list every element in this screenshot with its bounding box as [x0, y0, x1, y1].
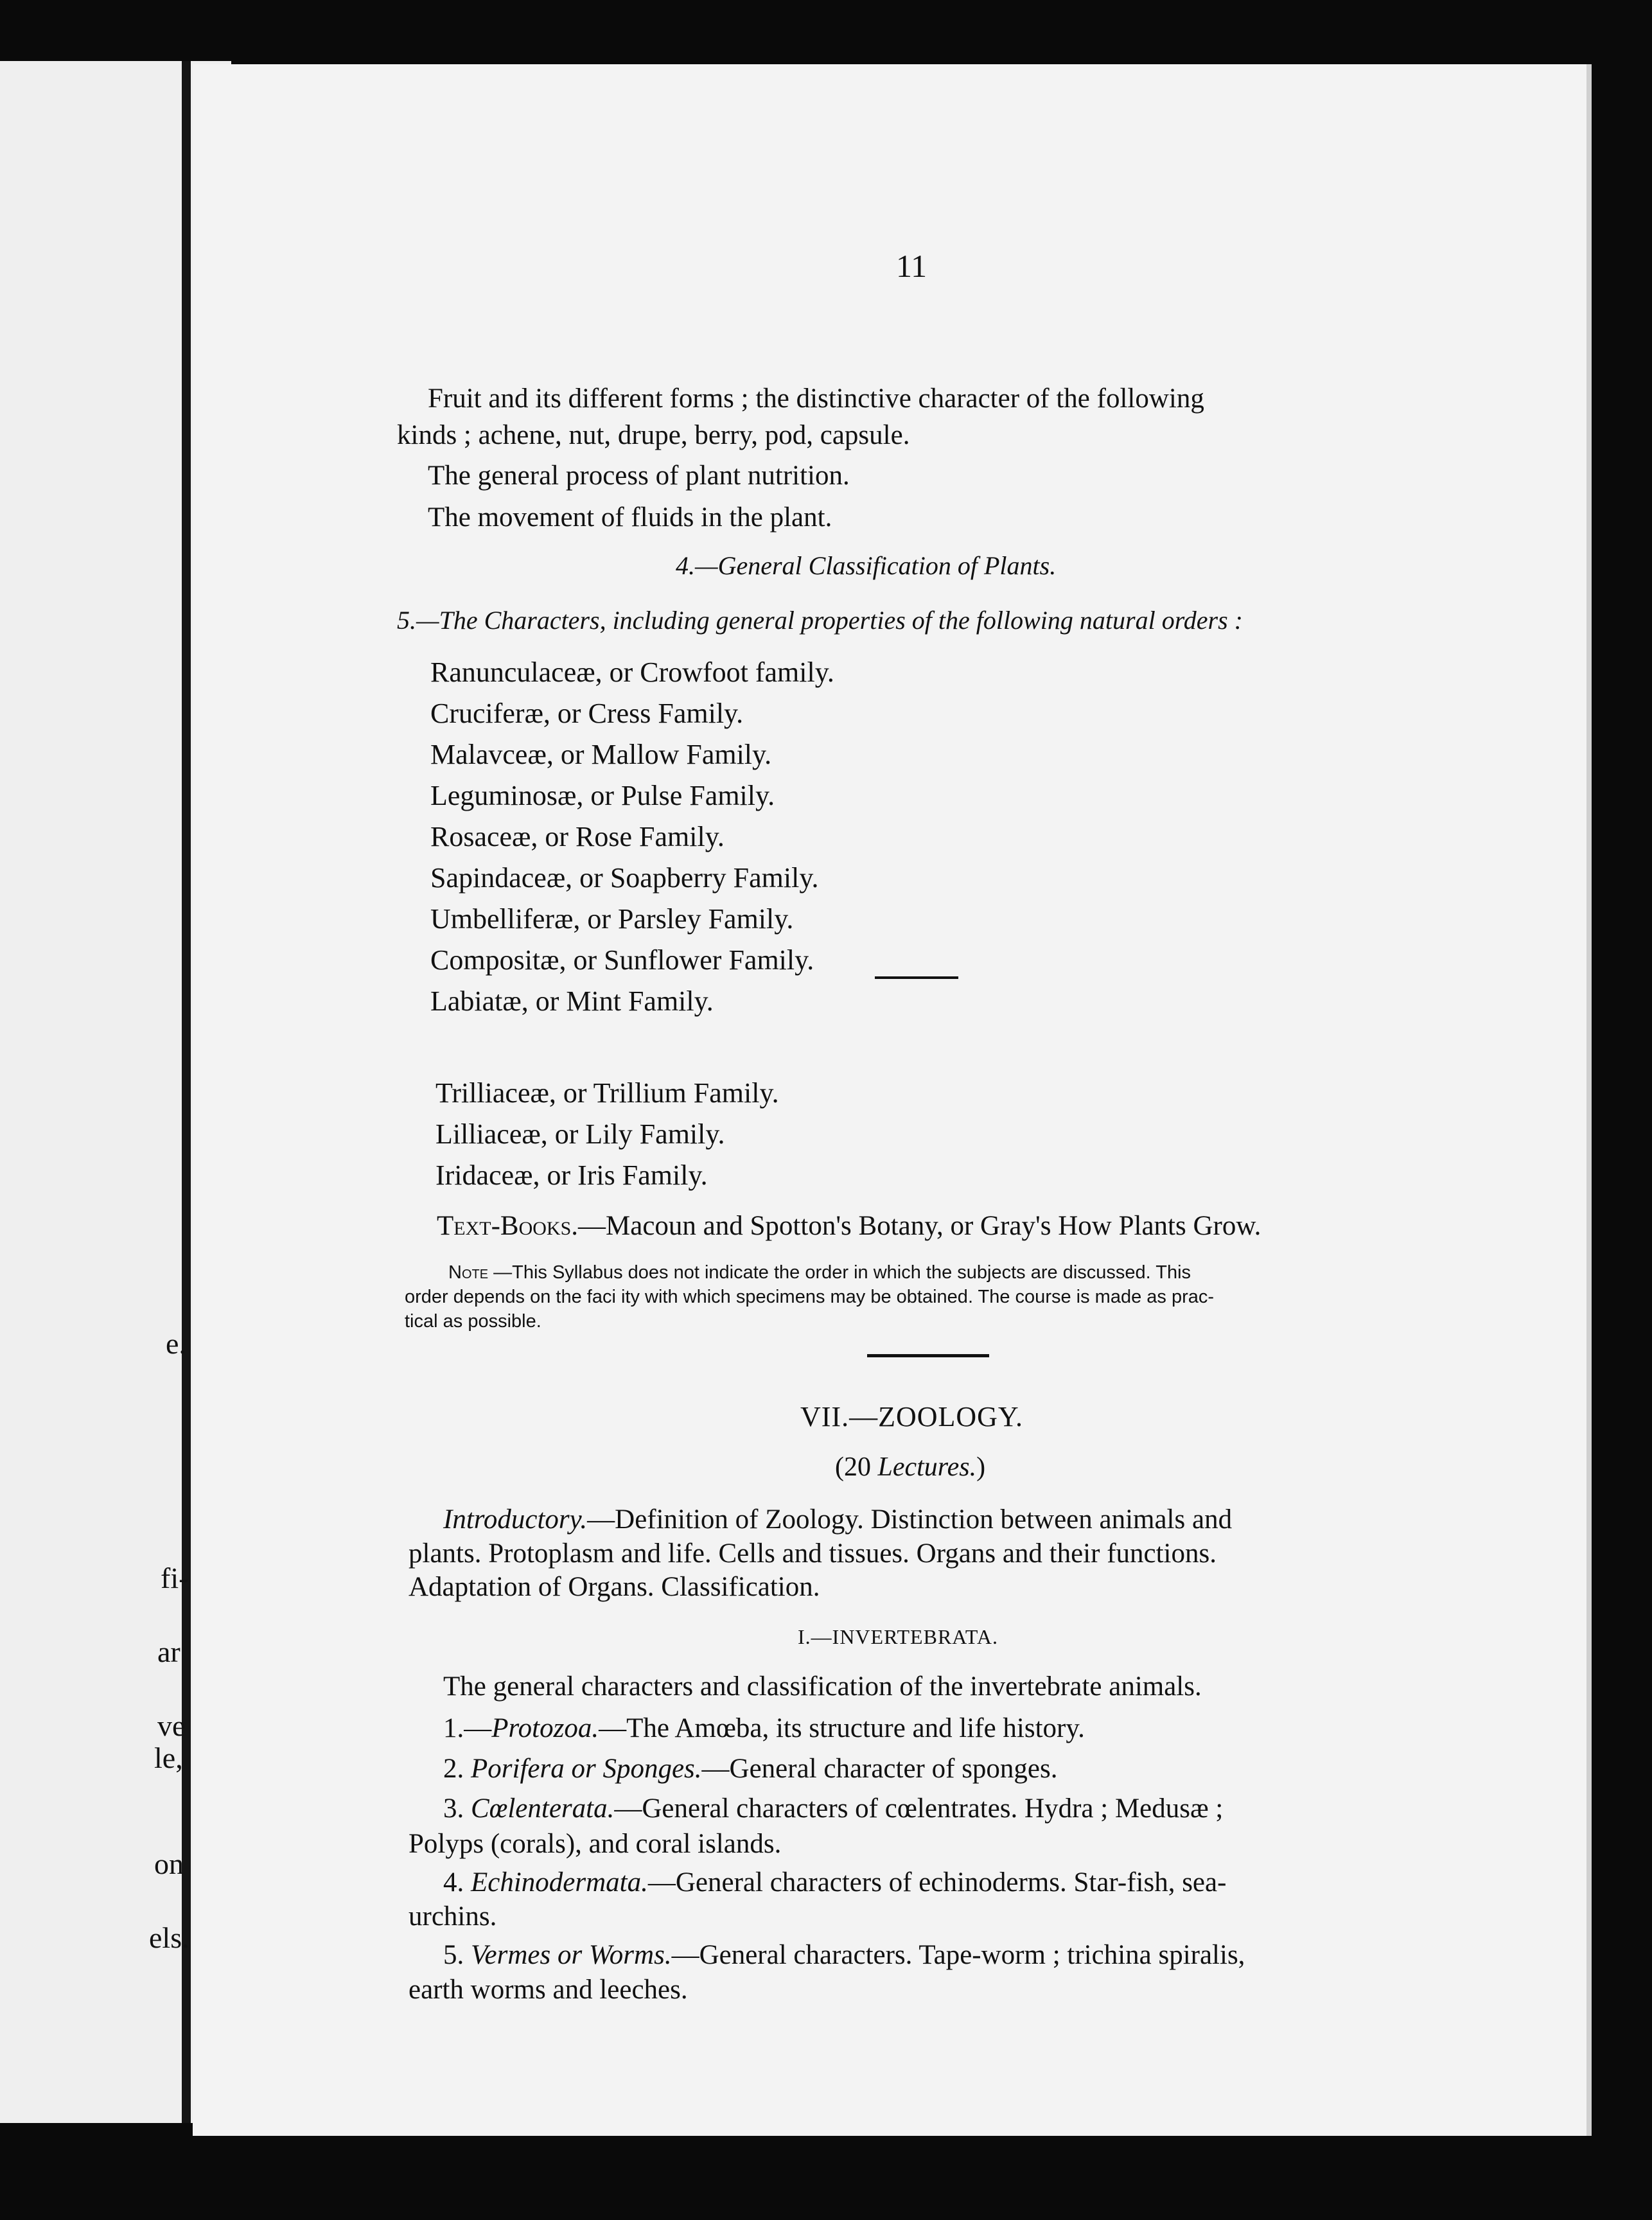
zoology-item-1 — [443, 1712, 1085, 1745]
page-number: 11 — [896, 248, 927, 284]
left-fragment: le, — [154, 1741, 183, 1774]
textbooks-line — [437, 1210, 1261, 1243]
list-item: Sapindaceæ, or Soapberry Family. — [430, 862, 819, 894]
book-spine — [182, 61, 191, 2123]
invertebrata-general: The general characters and classification of the invertebrate animals. — [443, 1671, 1202, 1702]
zoology-heading: VII.—ZOOLOGY. — [800, 1401, 1024, 1432]
document-page — [193, 64, 1592, 2136]
lectures-close: ) — [976, 1452, 986, 1482]
list-item: Leguminosæ, or Pulse Family. — [430, 780, 775, 811]
note-label: Note — [448, 1262, 489, 1283]
section-4-heading: 4.—General Classification of Plants. — [676, 551, 1057, 580]
invertebrata-heading: I.—INVERTEBRATA. — [798, 1625, 998, 1648]
item-label: Porifera or Sponges. — [471, 1754, 702, 1784]
section-divider — [867, 1354, 989, 1357]
zoology-item-4 — [443, 1866, 1226, 1899]
section-5-heading: 5.—The Characters, including general properties of the following natural orders : — [397, 606, 1243, 635]
item-number: 3. — [443, 1793, 471, 1824]
list-item: Trilliaceæ, or Trillium Family. — [435, 1077, 779, 1109]
short-divider — [875, 976, 958, 979]
left-fragment: e. — [166, 1327, 186, 1360]
list-item: Compositæ, or Sunflower Family. — [430, 944, 814, 976]
list-item: Iridaceæ, or Iris Family. — [435, 1159, 708, 1191]
list-item: Rosaceæ, or Rose Family. — [430, 821, 725, 852]
item-number: 1.— — [443, 1713, 492, 1743]
fruit-line-2: kinds ; achene, nut, drupe, berry, pod, capsule. — [397, 420, 910, 450]
list-item: Cruciferæ, or Cress Family. — [430, 698, 744, 729]
note-line-2: order depends on the faci ity with which specimens may be obtained. The course is made as prac- — [405, 1287, 1215, 1307]
list-item: Lilliaceæ, or Lily Family. — [435, 1118, 725, 1150]
note-line-3: tical as possible. — [405, 1311, 541, 1332]
item-label: Echinodermata. — [471, 1867, 648, 1898]
item-text: —The Amœba, its structure and life history. — [599, 1713, 1085, 1743]
intro-text: —Definition of Zoology. Distinction between animals and — [587, 1504, 1233, 1535]
left-fragment: fi- — [161, 1562, 189, 1594]
intro-label: Introductory. — [443, 1504, 588, 1535]
zoology-item-5-cont: earth worms and leeches. — [409, 1975, 688, 2005]
left-fragment: ar — [157, 1635, 180, 1668]
item-text: —General character of sponges. — [701, 1754, 1058, 1784]
item-label: Cœlenterata. — [471, 1793, 615, 1824]
list-item: Umbelliferæ, or Parsley Family. — [430, 903, 794, 935]
item-text: —General characters. Tape-worm ; trichina spiralis, — [671, 1940, 1245, 1970]
item-text: —General characters of cœlentrates. Hydra ; Medusæ ; — [614, 1793, 1224, 1824]
lectures-count — [835, 1452, 985, 1483]
item-number: 2. — [443, 1754, 471, 1784]
intro-line-2: plants. Protoplasm and life. Cells and tissues. Organs and their functions. — [409, 1538, 1217, 1569]
lectures-label: Lectures. — [877, 1452, 977, 1482]
zoology-item-2 — [443, 1752, 1058, 1786]
item-label: Vermes or Worms. — [471, 1940, 672, 1970]
left-fragment: ve — [157, 1709, 186, 1742]
zoology-item-3 — [443, 1792, 1223, 1826]
zoology-item-3-cont: Polyps (corals), and coral islands. — [409, 1829, 782, 1859]
family-list-1 — [430, 652, 834, 1022]
item-number: 4. — [443, 1867, 471, 1898]
item-number: 5. — [443, 1940, 471, 1970]
intro-line-1 — [443, 1503, 1232, 1537]
list-item: Labiatæ, or Mint Family. — [430, 985, 714, 1017]
zoology-item-4-cont: urchins. — [409, 1901, 497, 1932]
family-list-2 — [435, 1073, 779, 1196]
item-text: —General characters of echinoderms. Star-fish, sea- — [647, 1867, 1227, 1898]
fruit-line-1: Fruit and its different forms ; the distinctive character of the following — [428, 383, 1204, 414]
item-label: Protozoa. — [491, 1713, 599, 1743]
note-text: —This Syllabus does not indicate the order in which the subjects are discussed. This — [488, 1262, 1191, 1283]
zoology-item-5 — [443, 1939, 1245, 1972]
intro-line-3: Adaptation of Organs. Classification. — [409, 1572, 820, 1602]
lectures-open: (20 — [835, 1452, 878, 1482]
list-item: Malavceæ, or Mallow Family. — [430, 739, 772, 770]
note-line-1 — [448, 1260, 1191, 1285]
nutrition-line: The general process of plant nutrition. — [428, 461, 850, 491]
fluids-line: The movement of fluids in the plant. — [428, 502, 832, 533]
textbooks-label: Text-Books. — [437, 1211, 579, 1241]
list-item: Ranunculaceæ, or Crowfoot family. — [430, 656, 834, 688]
textbooks-text: —Macoun and Spotton's Botany, or Gray's How Plants Grow. — [578, 1211, 1261, 1241]
left-fragment: els. — [149, 1921, 189, 1954]
left-fragment: on — [154, 1847, 184, 1880]
